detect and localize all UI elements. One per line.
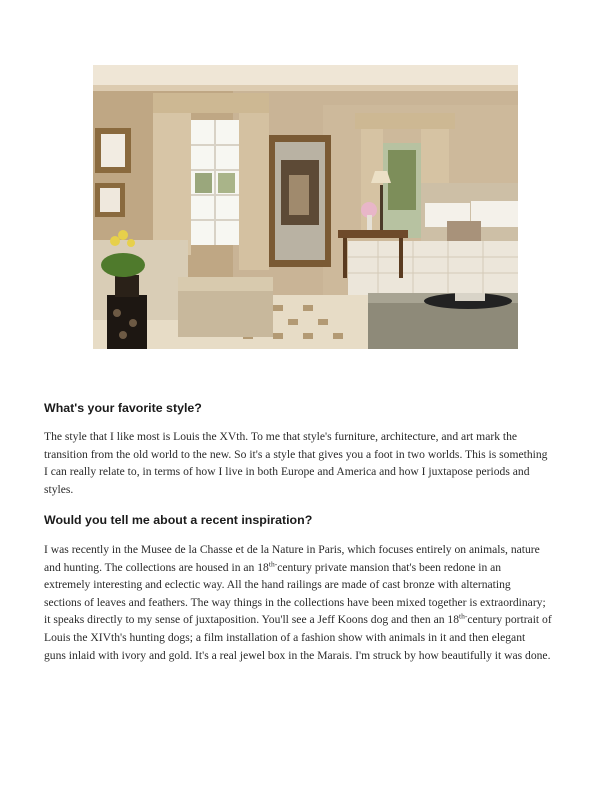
paragraph-line: guns inlaid with ivory and gold. It's a real jewel box in the Marais. I'm struck by how beautifully it was done. [44, 648, 551, 662]
ordinal-suffix: th- [459, 611, 468, 621]
bedroom-photo [93, 65, 518, 349]
paragraph-line: I can really relate to, in terms of how I live in both Europe and America and how I juxtapose periods and [44, 465, 530, 479]
paragraph-line: sections of leaves and feathers. The way things in the collections have been mixed together is extraordinary; [44, 595, 546, 609]
paragraph-line: transition from the old world to the new. So it's a style that gives you a foot in two worlds. This is something [44, 447, 548, 461]
paragraph-line: styles. [44, 482, 74, 496]
question-favorite-style: What's your favorite style? [44, 401, 202, 415]
paragraph-line: I was recently in the Musee de la Chasse et de la Nature in Paris, which focuses entirely on animals, nature [44, 543, 540, 556]
answer-favorite-style [44, 428, 584, 498]
paragraph-line: it speaks directly to my sense of juxtaposition. You'll see a Jeff Koons dog and then an $18^{th-}century$ portrait of [44, 611, 552, 627]
ordinal-suffix: th- [268, 559, 278, 569]
question-recent-inspiration: Would you tell me about a recent inspiration? [44, 513, 313, 527]
answer-recent-inspiration [44, 541, 584, 664]
paragraph-line: and hunting. The collections are housed in an $18^{th-}century$ private mansion that's been redone in an [44, 559, 502, 574]
paragraph-line: The style that I like most is Louis the XVth. To me that style's furniture, architecture, and art mark the [44, 430, 518, 443]
paragraph-line: extremely interesting and eclectic way. All the hand railings are made of cast bronze with alternating [44, 578, 511, 592]
paragraph-line: Louis the XIVth's hunting dogs; a film installation of a fashion show with animals in it and then elegant [44, 630, 526, 644]
